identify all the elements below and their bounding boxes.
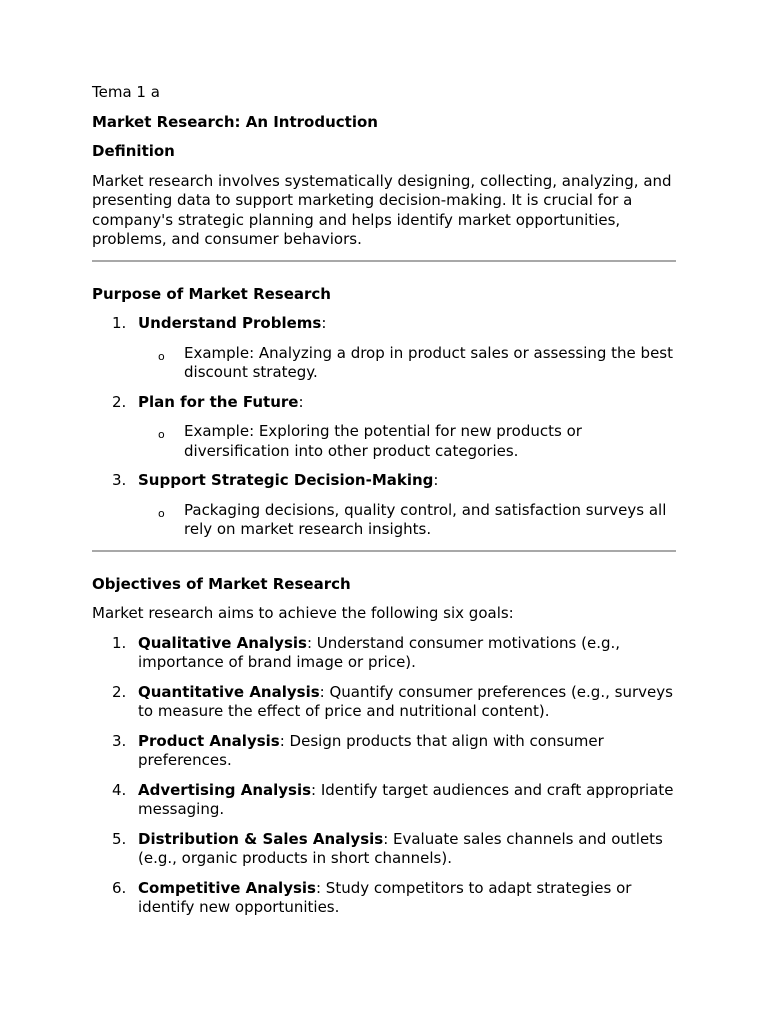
section-divider — [92, 260, 676, 262]
objective-item — [92, 683, 676, 722]
objective-text: : Identify target audiences and craft appropriate messaging. — [138, 780, 674, 818]
purpose-sublist — [138, 422, 676, 461]
purpose-item-colon: : — [433, 471, 439, 489]
objective-label: Competitive Analysis — [138, 878, 316, 897]
purpose-subitem — [138, 422, 676, 461]
purpose-subitem-text: Example: Analyzing a drop in product sales or assessing the best discount strategy. — [184, 343, 674, 381]
purpose-item-label: Support Strategic Decision-Making — [138, 471, 434, 489]
purpose-item-label: Plan for the Future — [138, 392, 299, 411]
tema-label: Tema 1 a — [92, 83, 160, 101]
purpose-list — [92, 314, 676, 540]
objective-item — [92, 879, 676, 918]
purpose-item — [92, 471, 676, 540]
objective-label: Product Analysis — [138, 731, 280, 750]
objective-label: Quantitative Analysis — [138, 682, 320, 701]
list-number: 5. — [112, 829, 127, 848]
list-number: 1. — [112, 314, 127, 332]
objective-label: Distribution & Sales Analysis — [138, 829, 384, 848]
objective-text: : Evaluate sales channels and outlets (e.g., organic products in short channels). — [138, 829, 663, 867]
objective-item — [92, 781, 676, 820]
objective-label: Qualitative Analysis — [138, 633, 307, 652]
purpose-subitem — [138, 344, 676, 383]
list-number: 2. — [112, 682, 127, 701]
purpose-sublist — [138, 344, 676, 383]
purpose-item-label: Understand Problems — [138, 314, 322, 332]
objective-text: : Design products that align with consumer preferences. — [138, 731, 604, 769]
objective-text: : Understand consumer motivations (e.g., importance of brand image or price). — [138, 633, 621, 671]
definition-heading: Definition — [92, 142, 175, 160]
purpose-item — [92, 314, 676, 383]
objective-text: : Study competitors to adapt strategies or identify new opportunities. — [138, 878, 632, 916]
circle-bullet-icon: o — [158, 349, 165, 363]
circle-bullet-icon: o — [158, 506, 165, 520]
list-number: 3. — [112, 471, 127, 489]
list-number: 1. — [112, 633, 127, 652]
objective-text: : Quantify consumer preferences (e.g., surveys to measure the effect of price and nutritional content). — [138, 682, 673, 720]
objective-item — [92, 634, 676, 673]
purpose-sublist — [138, 501, 676, 540]
objective-item — [92, 830, 676, 869]
objective-label: Advertising Analysis — [138, 780, 312, 799]
purpose-subitem-text: Example: Exploring the potential for new products or diversification into other product categories. — [184, 422, 582, 460]
list-number: 2. — [112, 392, 127, 411]
purpose-item-colon: : — [321, 314, 327, 332]
list-number: 4. — [112, 780, 127, 799]
document-title: Market Research: An Introduction — [92, 112, 378, 131]
purpose-heading: Purpose of Market Research — [92, 284, 331, 303]
section-divider — [92, 550, 676, 552]
purpose-item-colon: : — [298, 392, 304, 411]
objectives-heading: Objectives of Market Research — [92, 574, 351, 593]
objective-item — [92, 732, 676, 771]
list-number: 6. — [112, 878, 127, 897]
purpose-item — [92, 393, 676, 462]
definition-text: Market research involves systematically designing, collecting, analyzing, and presenting data to support marketing decision-making. It is crucial for a company's strategic planning and helps identify market opportunities, problems, and consumer behaviors. — [92, 171, 672, 248]
list-number: 3. — [112, 731, 127, 750]
objectives-list — [92, 634, 676, 918]
objectives-intro: Market research aims to achieve the following six goals: — [92, 604, 514, 622]
purpose-subitem — [138, 501, 676, 540]
purpose-subitem-text: Packaging decisions, quality control, and satisfaction surveys all rely on market research insights. — [184, 500, 667, 538]
circle-bullet-icon: o — [158, 428, 165, 441]
